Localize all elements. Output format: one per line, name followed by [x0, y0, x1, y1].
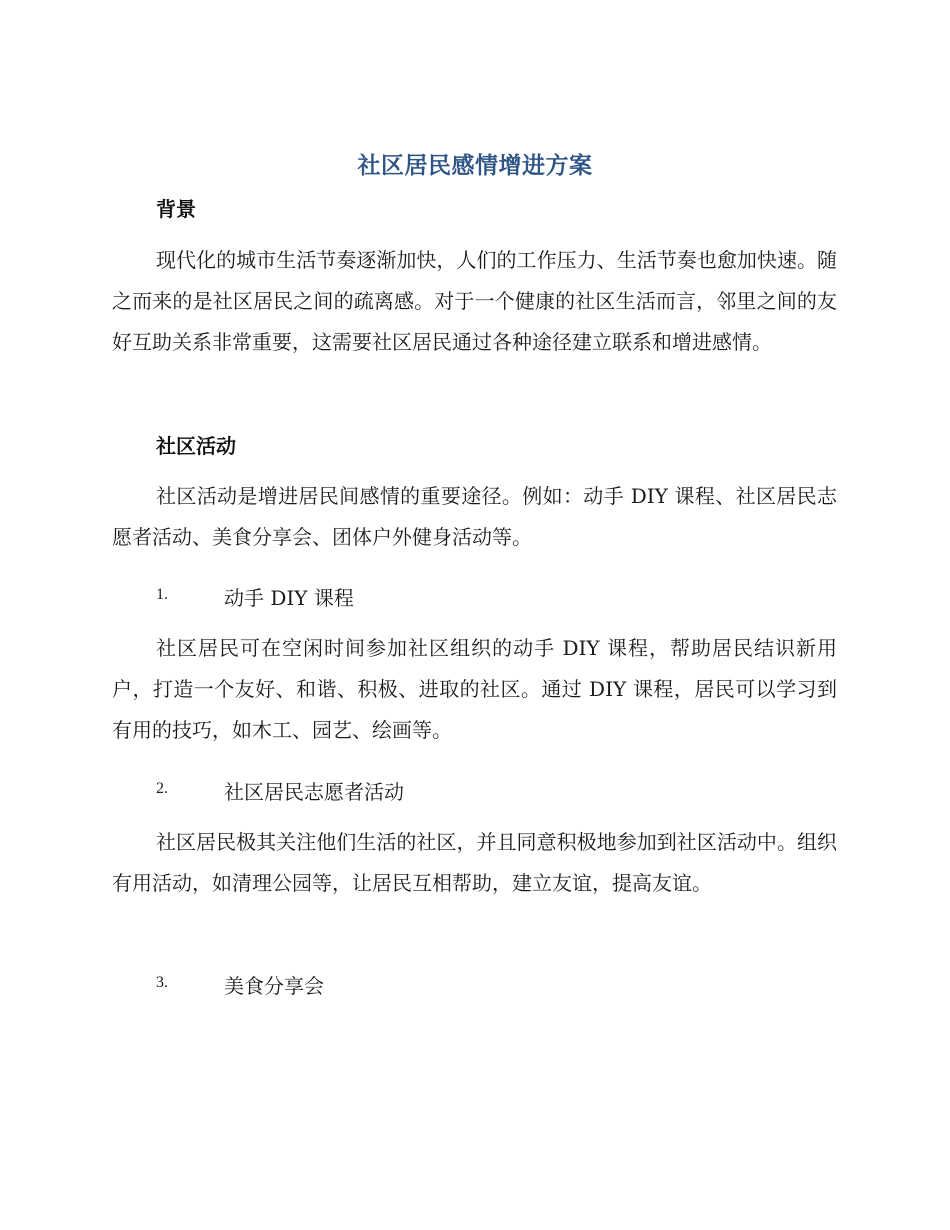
section-heading-background: 背景 — [156, 197, 196, 221]
list-number: 3. — [156, 974, 168, 991]
list-number: 2. — [156, 780, 168, 797]
list-number: 1. — [156, 586, 168, 603]
activities-intro-paragraph: 社区活动是增进居民间感情的重要途径。例如：动手 DIY 课程、社区居民志愿者活动、美食分享会、团体户外健身活动等。 — [112, 484, 837, 549]
volunteer-paragraph: 社区居民极其关注他们生活的社区，并且同意积极地参加到社区活动中。组织有用活动，如清理公园等，让居民互相帮助，建立友谊，提高友谊。 — [112, 830, 837, 895]
diy-paragraph: 社区居民可在空闲时间参加社区组织的动手 DIY 课程，帮助居民结识新用户，打造一个友好、和谐、积极、进取的社区。通过 DIY 课程，居民可以学习到有用的技巧，如木工、园艺、绘画等。 — [112, 636, 837, 742]
document-title: 社区居民感情增进方案 — [357, 153, 593, 179]
section-heading-activities: 社区活动 — [156, 434, 236, 458]
list-item-title: 社区居民志愿者活动 — [224, 780, 404, 804]
list-item-title: 美食分享会 — [224, 974, 324, 998]
list-item-title: 动手 DIY 课程 — [224, 586, 354, 610]
background-paragraph: 现代化的城市生活节奏逐渐加快，人们的工作压力、生活节奏也愈加快速。随之而来的是社区居民之间的疏离感。对于一个健康的社区生活而言，邻里之间的友好互助关系非常重要，这需要社区居民通过各种途径建立联系和增进感情。 — [112, 248, 837, 354]
